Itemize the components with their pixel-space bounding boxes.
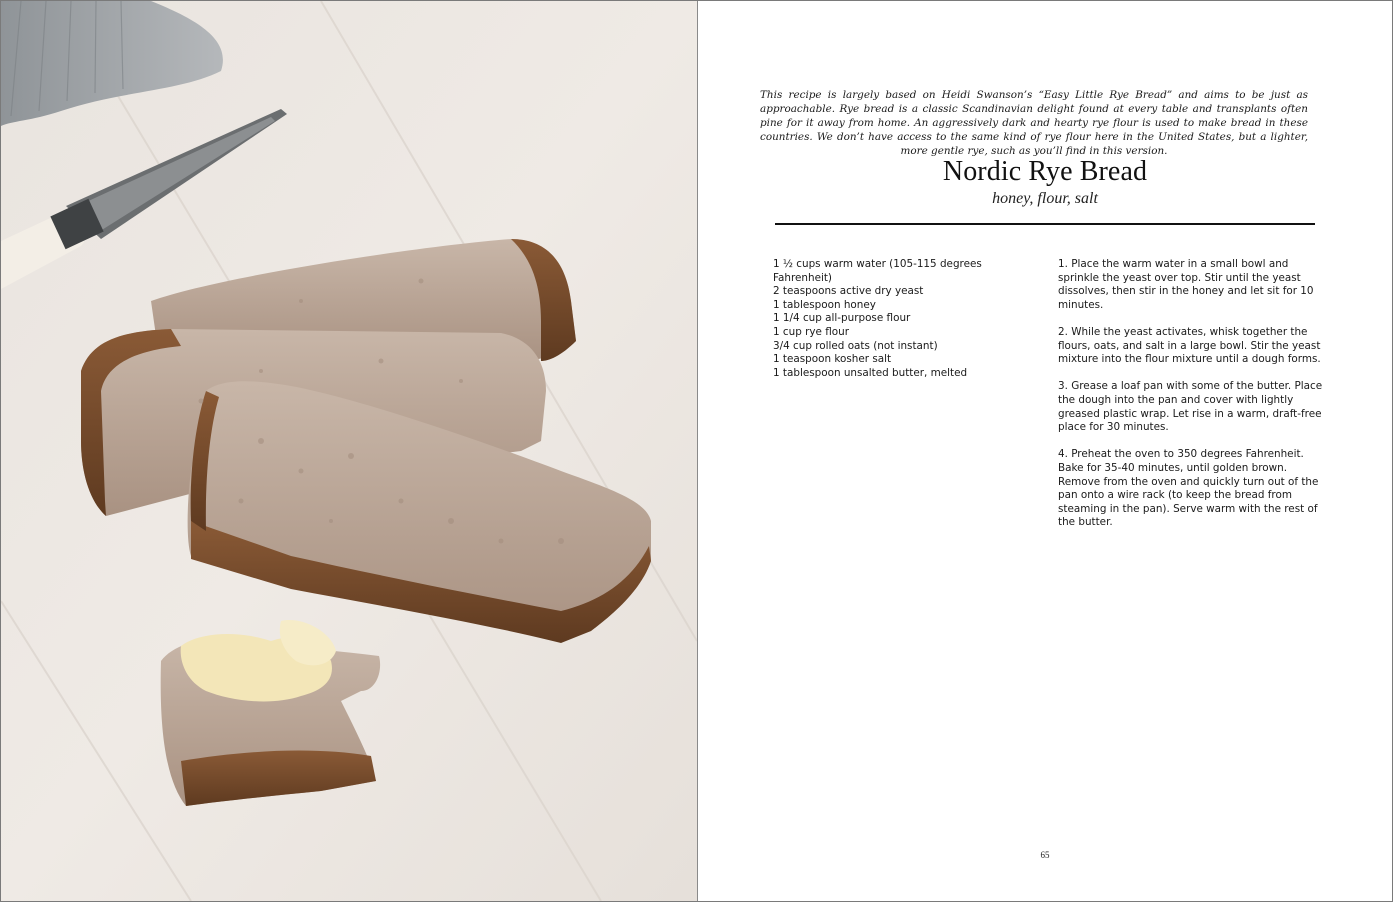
page-number: 65 — [1040, 850, 1050, 860]
instruction-step: 1. Place the warm water in a small bowl and sprinkle the yeast over top. Stir until the yeast dissolves, then stir in the honey and let sit for 10 minutes. — [1058, 258, 1314, 311]
instruction-step: 3. Grease a loaf pan with some of the butter. Place the dough into the pan and cover with lightly greased plastic wrap. Let rise in a warm, draft-free place for 30 minutes. — [1058, 380, 1323, 434]
recipe-page — [698, 1, 1392, 901]
instruction-step: 4. Preheat the oven to 350 degrees Fahrenheit. Bake for 35-40 minutes, until golden brown. Remove from the oven and quickly turn out of the pan onto a wire rack (to keep the bread from steaming in the pan). Serve warm with the rest of the butter. — [1058, 448, 1319, 529]
ingredients-list — [773, 258, 1003, 380]
title-divider — [775, 223, 1315, 225]
instructions — [1058, 258, 1323, 543]
rye-bread-photo — [1, 1, 698, 901]
instruction-step: 2. While the yeast activates, whisk together the flours, oats, and salt in a large bowl. Stir the yeast mixture into the flour mixture until a dough forms. — [1058, 325, 1321, 366]
ingredient-item: 1 tablespoon unsalted butter, melted — [773, 366, 968, 379]
bread-slices-illustration — [1, 1, 697, 901]
ingredient-item: 1 ½ cups warm water (105-115 degrees Fahrenheit) — [773, 258, 982, 284]
ingredient-item: 3/4 cup rolled oats (not instant) — [773, 339, 938, 352]
ingredient-item: 1 1/4 cup all-purpose flour — [773, 312, 911, 325]
ingredient-item: 2 teaspoons active dry yeast — [773, 285, 924, 298]
recipe-intro: This recipe is largely based on Heidi Swanson’s “Easy Little Rye Bread” and aims to be just as approachable. Rye bread is a classic Scandinavian delight found at every table and transplants often pine for it away from home. An aggressively dark and hearty rye flour is used to make bread in these countries. We don’t have access to the same kind of rye flour here in the United States, but a lighter, more gentle rye, such as you’ll find in this version. — [760, 89, 1308, 157]
ingredient-item: 1 cup rye flour — [773, 325, 849, 338]
recipe-subtitle: honey, flour, salt — [992, 190, 1098, 207]
ingredient-item: 1 teaspoon kosher salt — [773, 353, 892, 366]
ingredient-item: 1 tablespoon honey — [773, 298, 876, 311]
recipe-title: Nordic Rye Bread — [942, 156, 1148, 187]
